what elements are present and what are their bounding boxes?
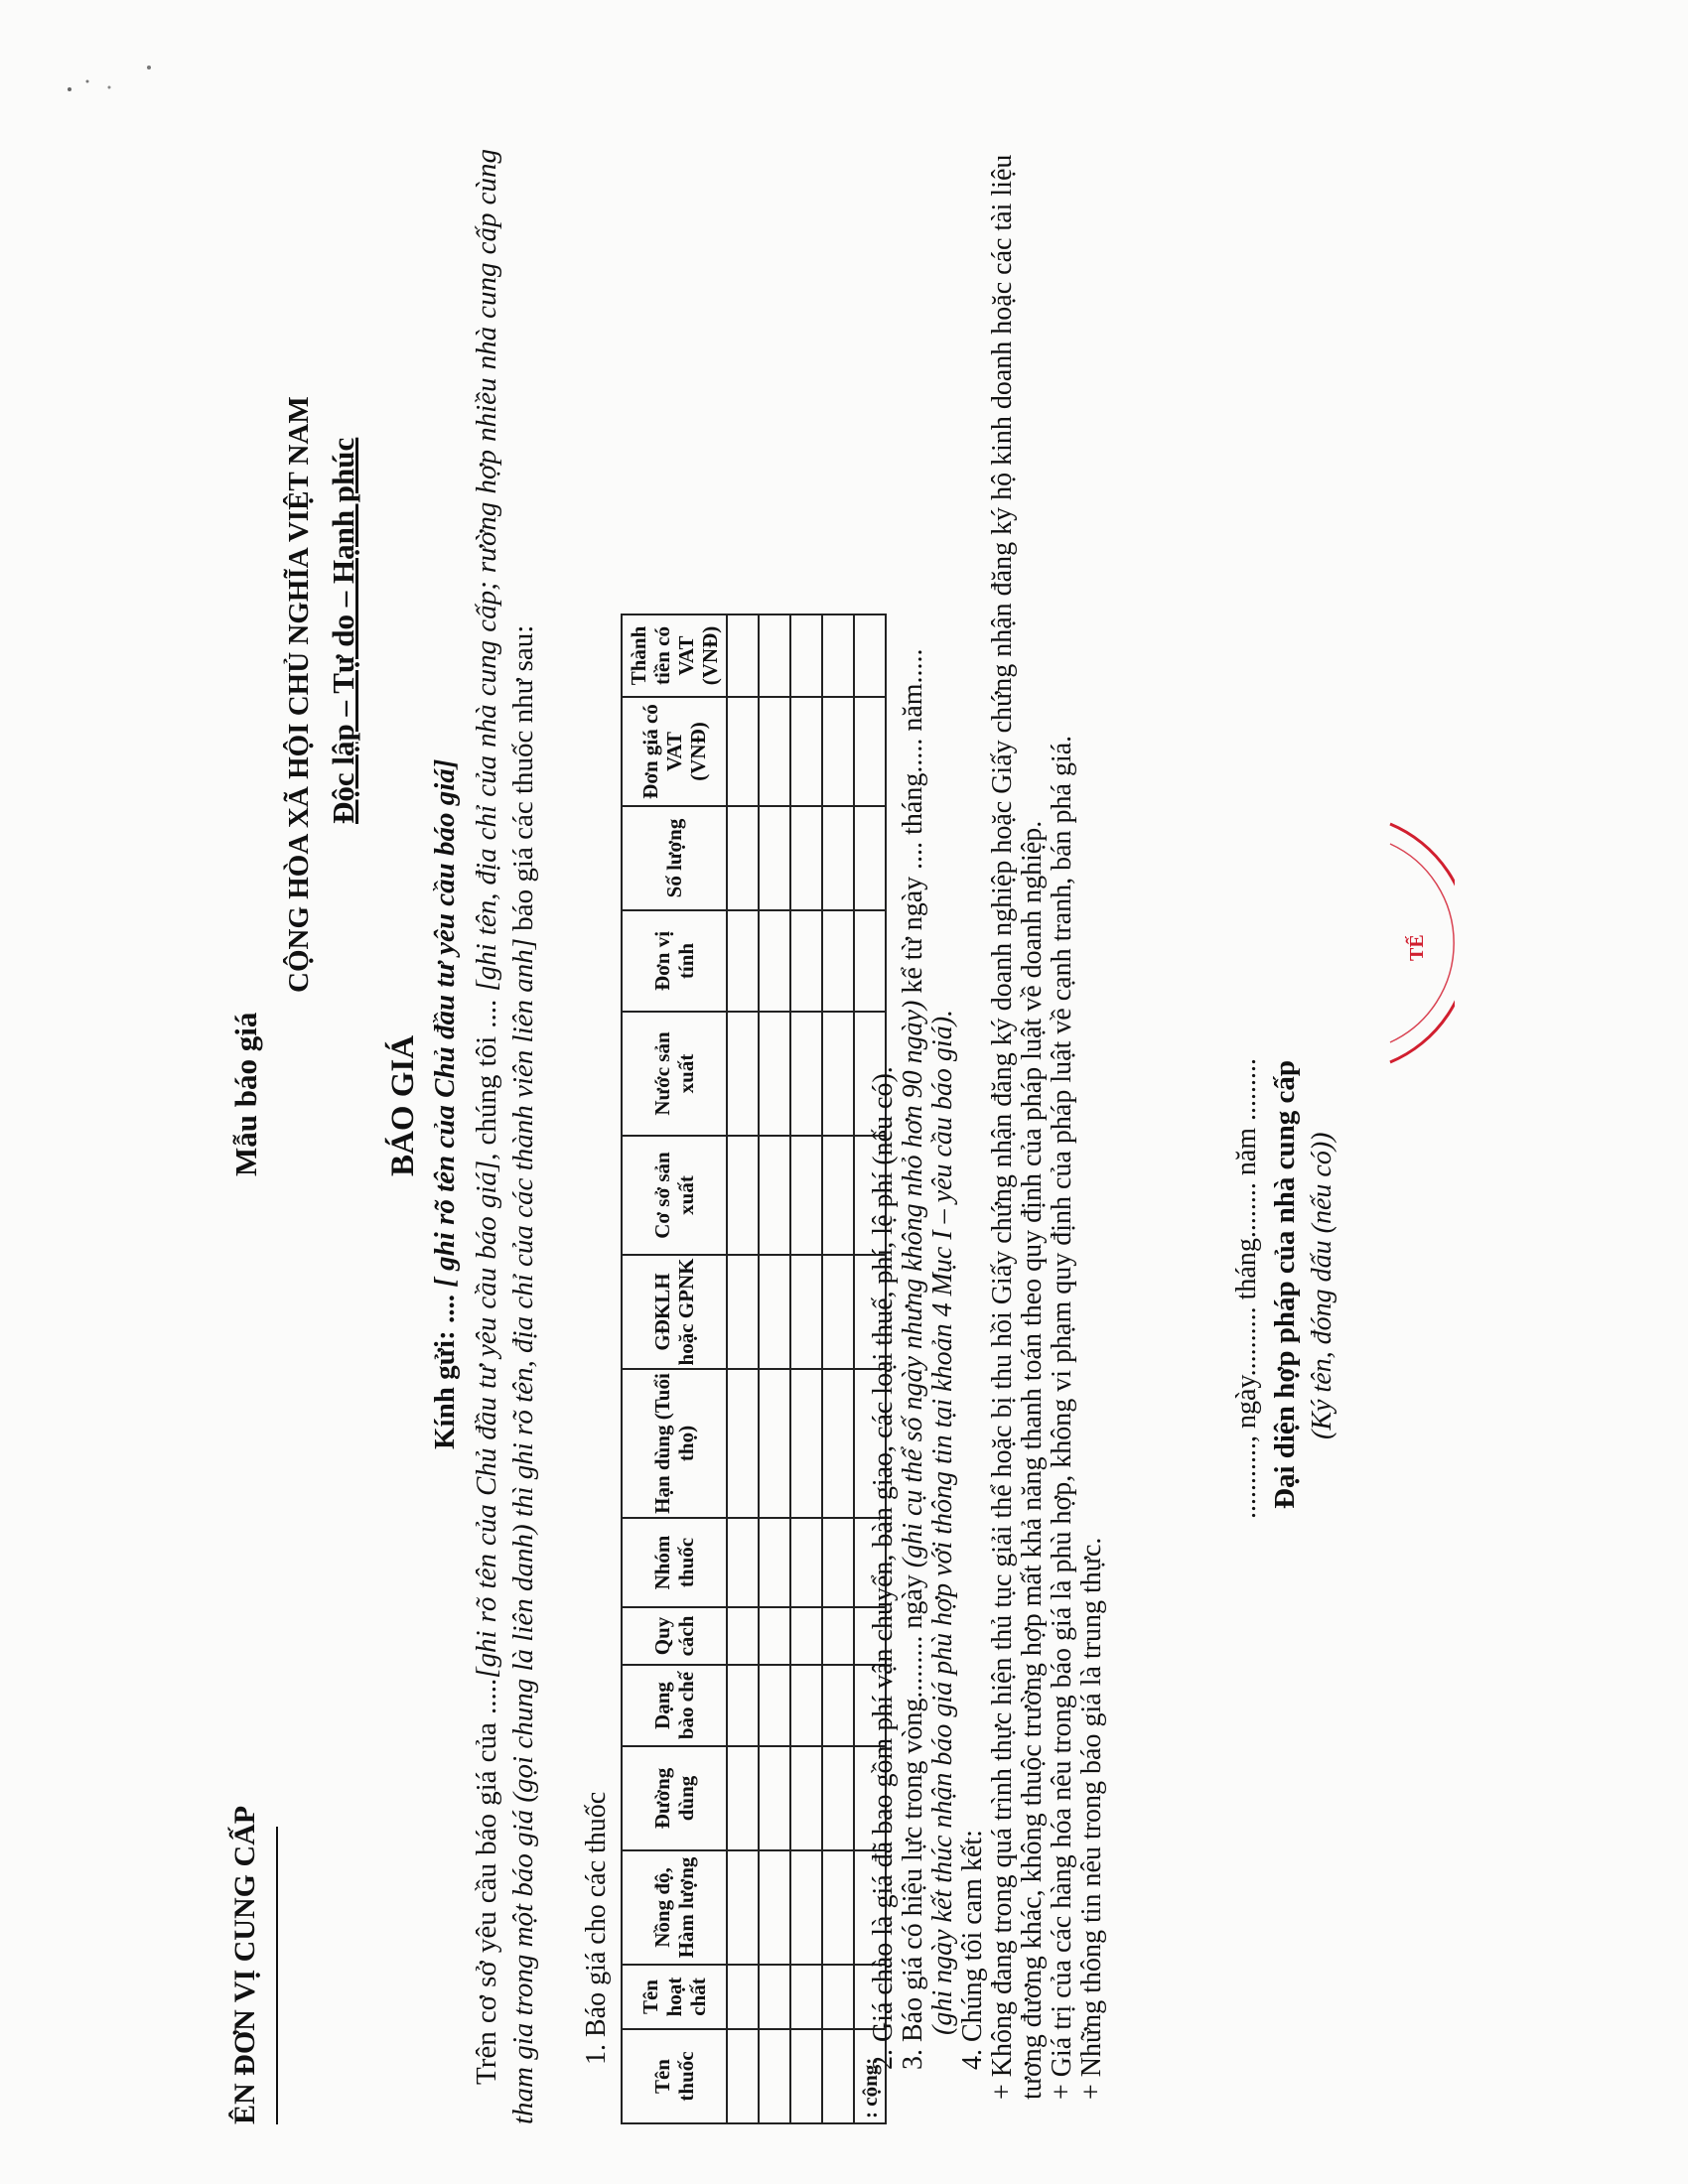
recipient-value: [ ghi rõ tên của Chủ đầu tư yêu cầu báo giá] bbox=[429, 758, 461, 1288]
rotated-document-content bbox=[209, 30, 1450, 2124]
recipient-line bbox=[429, 759, 462, 1449]
note-3 bbox=[899, 139, 928, 2124]
intro-part2: [ghi rõ tên của Chủ đầu tư yêu cầu báo giá] bbox=[471, 1160, 502, 1679]
intro-part4: [ghi tên, địa chỉ của nhà cung cấp; rường hợp nhiều nhà cung cấp cùng tham gia trong một báo giá (gọi chung là liên danh) thì ghi rõ tên, địa chỉ của các thành viên liên anh] bbox=[471, 149, 539, 2124]
note-3-d: (ghi ngày kết thúc nhận báo giá phù hợp với thông tin tại khoản 4 Mục I – yêu cầu báo giá). bbox=[927, 1009, 958, 2035]
table-row bbox=[790, 614, 822, 2123]
section-item-1: 1. Báo giá cho các thuốc bbox=[581, 1791, 612, 2065]
col-header: Tên thuốc bbox=[622, 2029, 727, 2123]
note-3-a: 3. Báo giá có hiệu lực trong vòng......... ngày bbox=[898, 1568, 928, 2070]
country-name: CỘNG HÒA XÃ HỘI CHỦ NGHĨA VIỆT NAM bbox=[283, 396, 315, 993]
table-row bbox=[822, 614, 854, 2123]
intro-part1: Trên cơ sở yêu cầu báo giá của ..... bbox=[471, 1678, 502, 2085]
col-header: Tên hoạt chất bbox=[622, 1965, 727, 2029]
table-row bbox=[727, 614, 759, 2123]
quote-table bbox=[621, 614, 887, 2124]
intro-part3: , chúng tôi .... bbox=[471, 991, 502, 1160]
note-3-b: (ghi cụ thể số ngày nhưng không nhỏ hơn 90 ngày) bbox=[898, 1000, 928, 1569]
representative-title: Đại diện hợp pháp của nhà cung cấp bbox=[1269, 1059, 1301, 1509]
scan-specks bbox=[60, 60, 179, 119]
document-title: BÁO GIÁ bbox=[385, 1034, 421, 1176]
note-2: 2. Giá chào là giá đã bao gồm phí vận chuyển, bàn giao, các loại thuế, phí, lệ phí (nếu có). bbox=[868, 1066, 899, 2070]
intro-paragraph bbox=[469, 149, 542, 2124]
col-header: Hạn dùng (Tuổi thọ) bbox=[622, 1369, 727, 1518]
col-header: Nước sản xuất bbox=[622, 1012, 727, 1136]
col-header: GĐKLH hoặc GPNK bbox=[622, 1255, 727, 1369]
col-header: Số lượng bbox=[622, 806, 727, 910]
table-row bbox=[759, 614, 790, 2123]
recipient-label: Kính gửi: .... bbox=[429, 1287, 461, 1449]
stamp-text: TẾ bbox=[1406, 934, 1428, 961]
intro-part5: báo giá các thuốc như sau: bbox=[507, 624, 539, 938]
supplier-unit-name: ÊN ĐƠN VỊ CUNG CẤP bbox=[228, 1805, 261, 2124]
col-header: Đơn giá có VAT (VNĐ) bbox=[622, 697, 727, 806]
commitment-3: + Những thông tin nêu trong báo giá là trung thực. bbox=[1076, 1537, 1107, 2100]
col-header: Dạng bào chế bbox=[622, 1665, 727, 1746]
notes-section bbox=[869, 139, 1107, 2124]
commitment-1: + Không đang trong quá trình thực hiện thủ tục giải thể hoặc bị thu hồi Giấy chứng nhận đăng ký doanh nghiệp hoặc Giấy chứng nhận đăng ký hộ kinh doanh hoặc các tài liệu tương đương khác, không thuộc trường hợp mất khả năng thanh toán theo quy định của pháp luật về doanh nghiệp. bbox=[987, 154, 1048, 2100]
col-header: Cơ sở sản xuất bbox=[622, 1136, 727, 1255]
form-name: Mẫu báo giá bbox=[228, 1012, 263, 1176]
col-header: Đường dùng bbox=[622, 1746, 727, 1850]
total-label: : cộng: bbox=[854, 2029, 886, 2123]
table-header-row bbox=[622, 614, 727, 2123]
unit-underline bbox=[276, 1827, 278, 2124]
commitment-2: + Giá trị của các hàng hóa nêu trong báo giá là phù hợp, không vi phạm quy định của pháp luật về cạnh tranh, bán phá giá. bbox=[1047, 735, 1077, 2100]
col-header: Thành tiền có VAT (VNĐ) bbox=[622, 614, 727, 697]
signature-note: (Ký tên, đóng dấu (nếu có)) bbox=[1307, 1132, 1337, 1439]
col-header: Nhóm thuốc bbox=[622, 1518, 727, 1607]
note-4: 4. Chúng tôi cam kết: bbox=[957, 1830, 988, 2070]
col-header: Đơn vị tính bbox=[622, 910, 727, 1012]
red-stamp-partial bbox=[1385, 814, 1455, 1072]
col-header: Quy cách bbox=[622, 1607, 727, 1665]
col-header: Nồng độ, Hàm lượng bbox=[622, 1850, 727, 1965]
note-3-c: kể từ ngày .... tháng..... năm..... bbox=[898, 648, 928, 1001]
date-line: ..........., ngày.......... tháng........ năm ......... bbox=[1231, 1057, 1262, 1519]
national-motto: Độc lập – Tự do – Hạnh phúc bbox=[326, 437, 360, 824]
